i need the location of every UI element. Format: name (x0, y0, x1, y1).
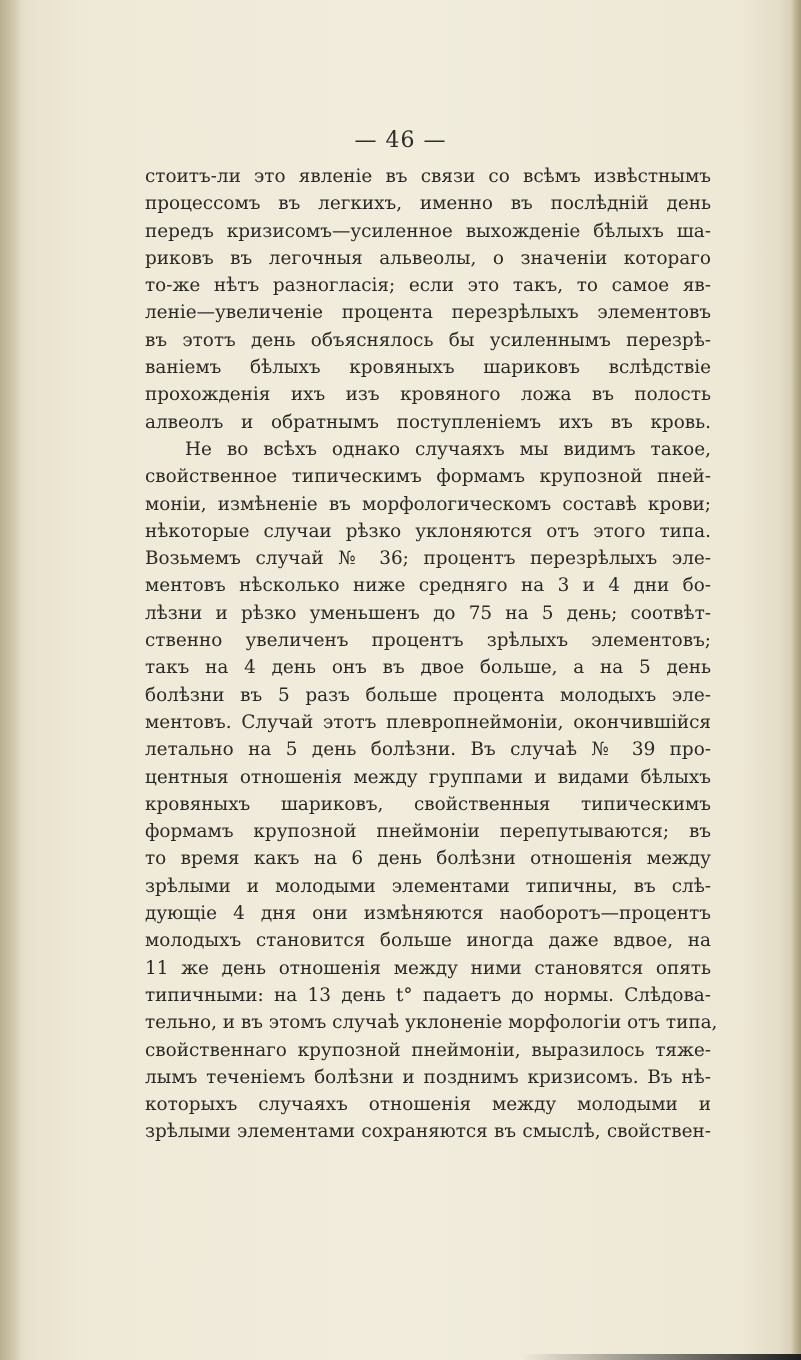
text-line: 11 же день отношенія между ними становятся опять (145, 957, 711, 979)
text-line: риковъ въ легочныя альвеолы, о значеніи котораго (145, 247, 711, 269)
page-edge-shadow (791, 0, 801, 1360)
text-line: летально на 5 день болѣзни. Въ случаѣ № 39 про- (145, 739, 711, 761)
text-line: центныя отношенія между группами и видами бѣлыхъ (145, 766, 711, 788)
text-line: тельно, и въ этомъ случаѣ уклоненіе морфологіи отъ типа, (145, 1012, 718, 1034)
text-line: молодыхъ становится больше иногда даже вдвое, на (145, 930, 711, 952)
text-line: такъ на 4 день онъ въ двое больше, а на 5 день (145, 657, 711, 679)
text-line: прохожденія ихъ изъ кровяного ложа въ полость (145, 384, 711, 406)
text-line: моніи, измѣненіе въ морфологическомъ составѣ крови; (145, 493, 711, 515)
text-line: болѣзни въ 5 разъ больше процента молодыхъ эле- (145, 684, 711, 706)
text-line: то-же нѣтъ разногласія; если это такъ, то самое яв- (145, 275, 711, 297)
page-number: — 46 — (354, 128, 447, 153)
text-line: стоитъ-ли это явленіе въ связи со всѣмъ извѣстнымъ (145, 166, 711, 187)
text-line: кровяныхъ шариковъ, свойственныя типическимъ (145, 793, 711, 815)
text-line: лымъ теченіемъ болѣзни и позднимъ кризисомъ. Въ нѣ- (145, 1066, 711, 1088)
text-line: Не во всѣхъ однако случаяхъ мы видимъ такое, (185, 438, 711, 460)
text-line: Возьмемъ случай № 36; процентъ перезрѣлыхъ эле- (145, 548, 711, 570)
body-text (145, 163, 718, 1146)
text-line: зрѣлыми и молодыми элементами типичны, въ слѣ- (145, 875, 711, 897)
text-line: нѣкоторые случаи рѣзко уклоняются отъ этого типа. (145, 520, 711, 542)
text-line: въ этотъ день объяснялось бы усиленнымъ перезрѣ- (145, 329, 711, 351)
bottom-edge-mark (520, 1354, 801, 1360)
text-line: зрѣлыми элементами сохраняются въ смыслѣ, свойствен- (145, 1121, 711, 1143)
text-line: формамъ крупозной пнеймоніи перепутываются; въ (145, 821, 711, 843)
text-line: ственно увеличенъ процентъ зрѣлыхъ элементовъ; (145, 630, 711, 652)
text-line: ваніемъ бѣлыхъ кровяныхъ шариковъ вслѣдствіе (145, 357, 711, 379)
text-line: передъ кризисомъ—усиленное выхожденіе бѣлыхъ ша- (145, 220, 711, 242)
text-line: алвеолъ и обратнымъ поступленіемъ ихъ въ кровь. (145, 411, 711, 433)
text-line: ментовъ. Случай этотъ плевропнеймоніи, окончившійся (145, 711, 711, 733)
text-line: свойственное типическимъ формамъ крупозной пней- (145, 466, 711, 488)
text-line: лѣзни и рѣзко уменьшенъ до 75 на 5 день; соотвѣт- (145, 602, 711, 624)
text-line: процессомъ въ легкихъ, именно въ послѣдній день (145, 193, 711, 215)
text-line: типичными: на 13 день t° падаетъ до нормы. Слѣдова- (145, 984, 711, 1006)
text-line: которыхъ случаяхъ отношенія между молодыми и (145, 1094, 711, 1116)
text-line: свойственнаго крупозной пнеймоніи, выразилось тяже- (145, 1039, 711, 1061)
page-gutter-shadow (0, 0, 22, 1360)
text-line: леніе—увеличеніе процента перезрѣлыхъ элементовъ (145, 302, 711, 324)
text-line: ментовъ нѣсколько ниже средняго на 3 и 4 дни бо- (145, 575, 711, 597)
text-line: то время какъ на 6 день болѣзни отношенія между (145, 848, 711, 870)
text-line: дующіе 4 дня они измѣняются наоборотъ—процентъ (145, 903, 711, 925)
